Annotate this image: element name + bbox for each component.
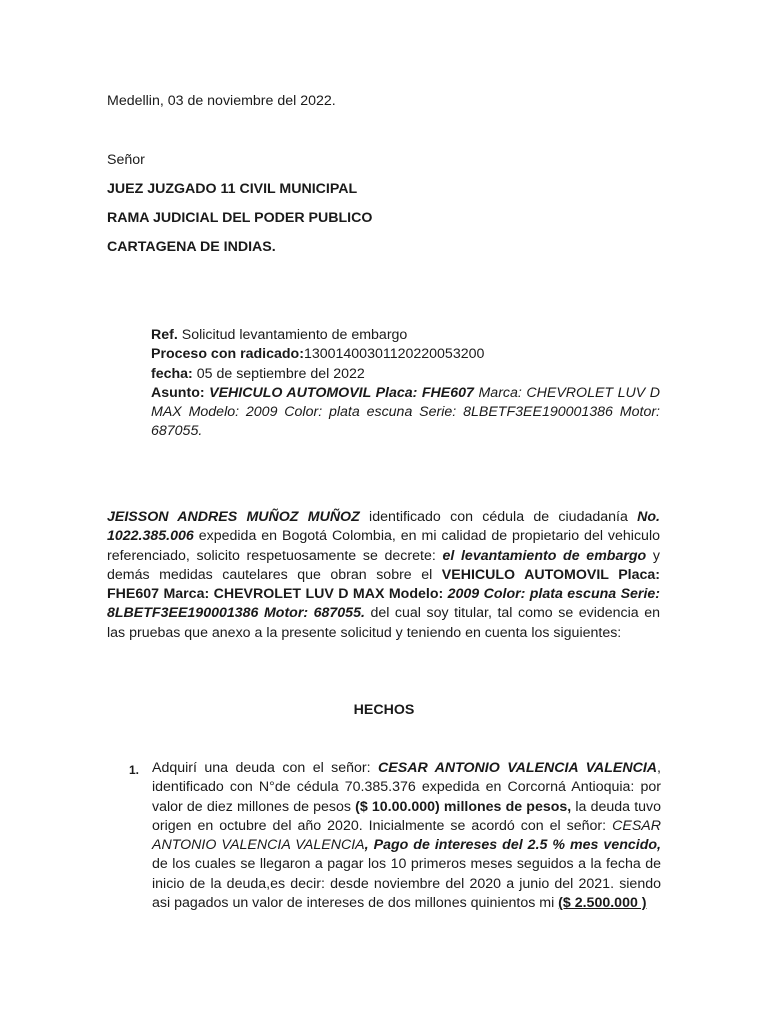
vehicle-bold-italic: 2009 Color: plata escuna Serie: 8LBETF3EE190001386 Motor: 687055. (107, 586, 660, 622)
interest-terms: , Pago de intereses del 2.5 % mes vencido, (364, 837, 661, 854)
ref-label: Ref. (151, 327, 178, 343)
section-title-hechos: HECHOS (353, 702, 415, 718)
fecha-label: fecha: (151, 365, 193, 382)
fact-number: 1. (129, 763, 140, 777)
fact-item (152, 759, 661, 913)
fecha-value: 05 de septiembre del 2022 (196, 365, 365, 382)
recipient-line-3: CARTAGENA DE INDIAS. (107, 239, 276, 255)
asunto-label: Asunto: (151, 384, 205, 401)
salutation: Señor (107, 152, 145, 168)
intro-text-3: y demás medidas cautelares que obran sobre el (107, 547, 660, 583)
ref-value: Solicitud levantamiento de embargo (181, 327, 408, 343)
creditor-name-italic: CESAR ANTONIO VALENCIA VALENCIA (152, 817, 661, 854)
fact-text-4: de los cuales se llegaron a pagar los 10 primeros meses seguidos a la fecha de inicio de la deuda,es decir: desde noviembre del 2020 a junio del 2021. siendo asi pagados un valor de intereses de dos millones quinientos mi (152, 856, 661, 912)
intro-text-2: expedida en Bogotá Colombia, en mi calidad de propietario del vehiculo referenciado, solicito respetuosamente se decrete: (107, 528, 660, 564)
creditor-name: CESAR ANTONIO VALENCIA VALENCIA (378, 760, 658, 776)
asunto-rest: Marca: CHEVROLET LUV D MAX Modelo: 2009 Color: plata escuna Serie: 8LBETF3EE190001386 Motor: 687055. (151, 384, 660, 440)
fact-text-2: , identificado con N°de cédula 70.385.376 expedida en Corcorná Antioquia: por valor de diez millones de pesos (152, 760, 661, 815)
debt-amount: ($ 10.00.000) millones de pesos, (355, 798, 572, 815)
paid-amount: ($ 2.500.000 ) (558, 895, 647, 912)
proceso-label: Proceso con radicado: (151, 346, 304, 363)
intro-text-1: identificado con cédula de ciudadanía (359, 509, 638, 525)
id-number: No. 1022.385.006 (107, 509, 660, 545)
asunto-vehicle: VEHICULO AUTOMOVIL Placa: FHE607 (209, 384, 474, 401)
recipient-line-2: RAMA JUDICIAL DEL PODER PUBLICO (107, 210, 373, 226)
reference-block (151, 326, 660, 442)
date-line: Medellin, 03 de noviembre del 2022. (107, 93, 336, 109)
intro-text-4: del cual soy titular, tal como se evidencia en las pruebas que anexo a la presente solicitud y teniendo en cuenta los siguientes: (107, 605, 660, 641)
intro-paragraph (107, 508, 660, 643)
vehicle-bold: VEHICULO AUTOMOVIL Placa: FHE607 Marca: CHEVROLET LUV D MAX Modelo: (107, 566, 660, 603)
request-text: el levantamiento de embargo (442, 547, 647, 564)
proceso-value: 13001400301120220053200 (303, 346, 485, 363)
fact-text-3: la deuda tuvo origen en octubre del año 2020. Inicialmente se acordó con el señor: (152, 798, 662, 834)
petitioner-name: JEISSON ANDRES MUÑOZ MUÑOZ (107, 509, 360, 525)
fact-text-1: Adquirí una deuda con el señor: (152, 760, 379, 776)
recipient-line-1: JUEZ JUZGADO 11 CIVIL MUNICIPAL (107, 181, 358, 197)
